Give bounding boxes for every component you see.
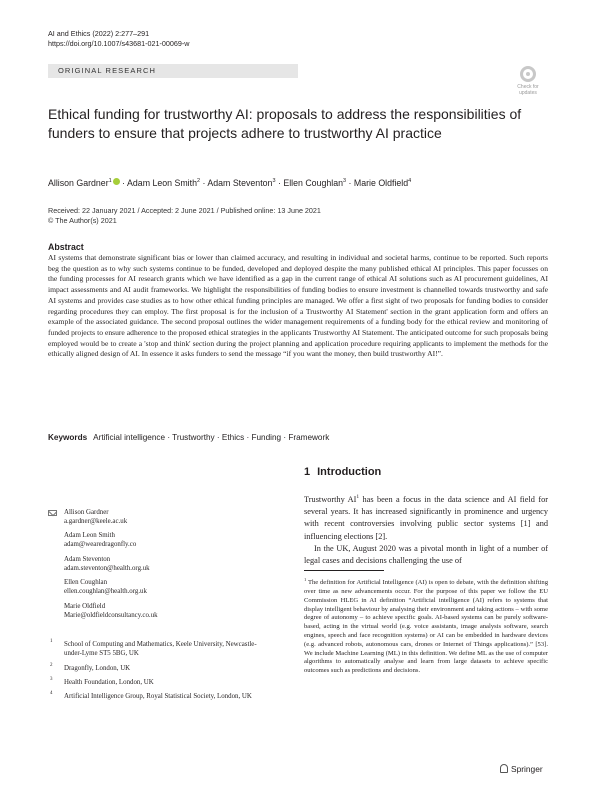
publisher-name: Springer bbox=[511, 764, 543, 774]
contact-email[interactable]: a.gardner@keele.ac.uk bbox=[64, 518, 128, 525]
footnote: $^1$ The definition for Artificial Intelligence (AI) is open to debate, with the definition shifting over time as new advancements occur. For the purpose of this paper we follow the EU Commission HLEG in AI definition “Artificial intelligence (AI) refers to systems that display intelligent behaviour by analysing their environment and taking actions – with some degree of autonomy – to achieve specific goals. AI-based systems can be purely software-based, acting in the virtual world (e.g. voice assistants, image analysis software, search engines, speech and face recognition systems) or AI can be embedded in hardware devices (e.g. advanced robots, autonomous cars, drones or Internet of Things applications).” [53]. We include Machine Learning (ML) in this definition. We define ML as the use of computer algorithms to automatically analyse and learn from large datasets to achieve specific outcomes such as predictions and decisions. bbox=[304, 577, 548, 675]
journal-reference bbox=[48, 29, 189, 49]
author: Marie Oldfield$^4$ bbox=[353, 177, 412, 188]
abstract-heading: Abstract bbox=[48, 242, 84, 252]
author: Adam Steventon$^3$ bbox=[207, 177, 276, 188]
footnote-divider bbox=[304, 570, 384, 571]
doi-link[interactable]: https://doi.org/10.1007/s43681-021-00069-w bbox=[48, 39, 190, 48]
history-dates: Received: 22 January 2021 / Accepted: 2 June 2021 / Published online: 13 June 2021 bbox=[48, 206, 321, 215]
author: Adam Leon Smith$^2$ bbox=[127, 177, 201, 188]
contact-name: Allison Gardner bbox=[64, 509, 109, 516]
citation-link[interactable]: 1 bbox=[523, 519, 528, 529]
footnote-marker[interactable]: 1 bbox=[356, 494, 360, 500]
author: Allison Gardner$^1$ bbox=[48, 178, 120, 188]
affiliation: 4 Artificial Intelligence Group, Royal Statistical Society, London, UK bbox=[50, 691, 252, 701]
contact-entry bbox=[48, 531, 263, 549]
keywords-list: Artificial intelligence · Trustworthy · Ethics · Funding · Framework bbox=[93, 433, 330, 442]
contact-name: Adam Leon Smith bbox=[64, 532, 115, 540]
contact-entry bbox=[48, 578, 263, 596]
contact-email[interactable]: ellen.coughlan@health.org.uk bbox=[64, 588, 147, 596]
section-number: 1 bbox=[304, 466, 311, 478]
contact-name: Adam Steventon bbox=[64, 555, 111, 563]
introduction-text bbox=[304, 491, 548, 568]
paragraph: Trustworthy $AI^1$ has been a focus in the data science and AI field for several years. It has increased significantly in prominence and urgency with recent controversies involving public sector systems [1] and influencing elections [2]. bbox=[304, 494, 548, 541]
springer-horse-icon bbox=[500, 764, 508, 773]
check-for-updates-label: Check for updates bbox=[517, 84, 539, 96]
contact-email[interactable]: Marie@oldfieldconsultancy.co.uk bbox=[64, 611, 158, 619]
publication-dates bbox=[48, 206, 321, 225]
copyright-line: © The Author(s) 2021 bbox=[48, 215, 117, 225]
author-contacts bbox=[48, 508, 263, 625]
contact-name: Ellen Coughlan bbox=[64, 579, 108, 587]
section-heading-introduction bbox=[304, 466, 381, 478]
affiliation: 3 Health Foundation, London, UK bbox=[50, 676, 154, 686]
contact-entry bbox=[48, 508, 263, 526]
keywords bbox=[48, 432, 548, 443]
affiliation: 1 School of Computing and Mathematics, Keele University, Newcastle-under-Lyme ST5 5BG, UK bbox=[50, 639, 257, 658]
contact-entry bbox=[48, 602, 263, 620]
author: Ellen Coughlan$^3$ bbox=[283, 177, 347, 188]
article-type-banner: ORIGINAL RESEARCH bbox=[48, 64, 298, 78]
author-list: Allison Gardner$^1$ · Adam Leon Smith$^2$ · Adam Steventon$^3$ · Ellen Coughlan$^3$ · Marie Oldfield$^4$ bbox=[48, 177, 412, 188]
publisher-logo bbox=[500, 764, 543, 774]
section-title: Introduction bbox=[317, 466, 382, 478]
orcid-icon[interactable] bbox=[113, 178, 120, 185]
contact-email[interactable]: adam.steventon@health.org.uk bbox=[64, 564, 150, 572]
paper-title: Ethical funding for trustworthy AI: proposals to address the responsibilities of funders to ensure that projects adhere to trustworthy AI practice bbox=[48, 106, 522, 141]
affiliation: 2 Dragonfly, London, UK bbox=[50, 662, 131, 672]
footnote-number: 1 bbox=[304, 577, 307, 582]
contact-email[interactable]: adam@wearedragonfly.co bbox=[64, 541, 137, 549]
refresh-icon bbox=[520, 66, 536, 82]
contact-entry bbox=[48, 555, 263, 573]
contact-name: Marie Oldfield bbox=[64, 602, 106, 610]
author-affiliations bbox=[48, 640, 263, 707]
paragraph: In the UK, August 2020 was a pivotal month in light of a number of legal cases and decisions challenging the use of bbox=[304, 543, 548, 566]
abstract-text: AI systems that demonstrate significant bias or lower than claimed accuracy, and resulting in individual and societal harms, continue to be reported. Such reports beg the question as to why such systems continue to be funded, developed and deployed despite the many published ethical AI principles. This paper focusses on the funding processes for AI research grants which we have identified as a gap in the current range of ethical AI solutions such as AI procurement guidelines, AI impact assessments and AI audit frameworks. We highlight the responsibilities of funding bodies to ensure investment is channelled towards trustworthy and safe AI systems and provides case studies as to how other ethical funding principles are managed. We offer a first sight of two proposals for funding bodies to consider regarding procedures they can employ. The first proposal is for the inclusion of a Trustworthy AI Statement' section in the grant application form and offers an example of the associated guidance. The second proposal outlines the wider management requirements of a funding body for the ethical review and monitoring of funded projects to ensure adherence to the proposed ethical strategies in the applicants Trustworthy AI Statement. The anticipated outcome for such proposals being employed would be to create a 'stop and think' section during the project planning and application procedure requiring applicants to implement the methods for the ethically aligned design of AI. In essence it asks funders to send the message “if you want the money, then build trustworthy AI!”. bbox=[48, 253, 548, 359]
envelope-icon bbox=[48, 510, 57, 516]
check-for-updates-badge[interactable] bbox=[508, 64, 548, 100]
keywords-label: Keywords bbox=[48, 433, 88, 442]
journal-line: AI and Ethics (2022) 2:277–291 bbox=[48, 29, 150, 38]
citation-link[interactable]: 2 bbox=[378, 531, 383, 541]
